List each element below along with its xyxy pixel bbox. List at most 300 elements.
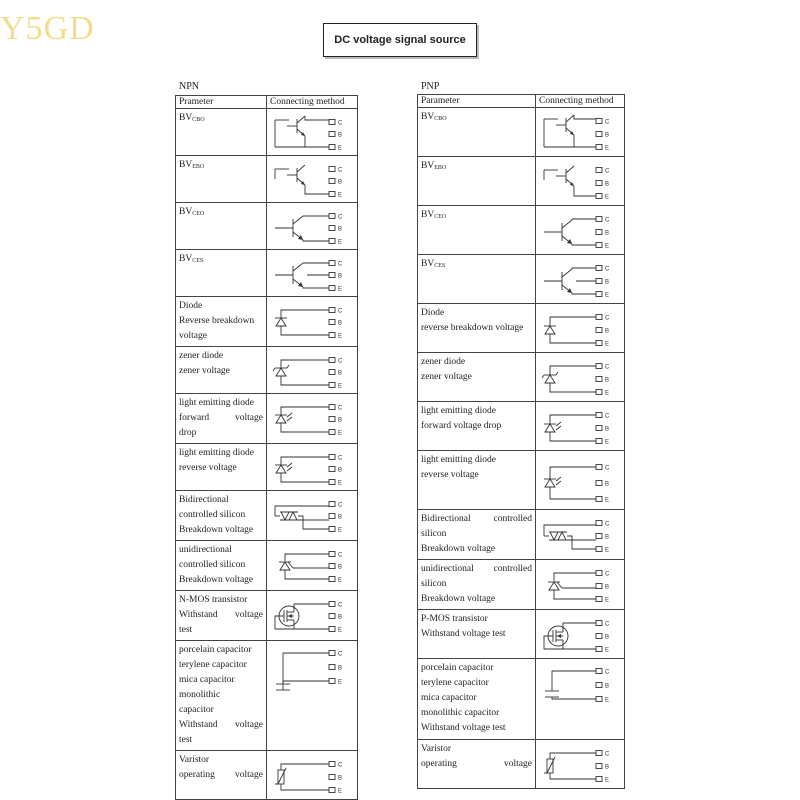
pnp-connecting-cell bbox=[536, 451, 625, 510]
npn-row bbox=[176, 641, 358, 751]
parameter-text-line: silicon bbox=[421, 529, 447, 539]
terminal-b-box bbox=[329, 273, 335, 278]
terminal-c-label: C bbox=[605, 571, 610, 578]
terminal-c-label: C bbox=[338, 261, 343, 268]
terminal-c-label: C bbox=[338, 455, 343, 462]
terminal-e-box bbox=[596, 777, 602, 782]
terminal-b-label: B bbox=[338, 665, 343, 672]
pnp-parameter-cell bbox=[418, 353, 536, 402]
terminal-e-label: E bbox=[605, 292, 610, 299]
schematic-diagram bbox=[267, 203, 357, 249]
npn-header-row bbox=[176, 96, 358, 109]
terminal-c-label: C bbox=[338, 214, 343, 221]
npn-row bbox=[176, 751, 358, 800]
parameter-text-line: light emitting diode bbox=[179, 448, 254, 458]
terminal-c-label: C bbox=[338, 602, 343, 609]
terminal-b-box bbox=[329, 564, 335, 569]
terminal-e-label: E bbox=[338, 480, 343, 487]
parameter-symbol-subscript: CEO bbox=[192, 211, 205, 217]
schematic-diagram bbox=[267, 491, 357, 537]
terminal-c-box bbox=[329, 602, 335, 607]
parameter-symbol-base: BV bbox=[421, 210, 435, 220]
npn-parameter-cell bbox=[176, 491, 267, 541]
parameter-text-line: Breakdown voltage bbox=[179, 525, 254, 535]
pnp-row bbox=[418, 304, 625, 353]
parameter-word: voltage bbox=[235, 610, 263, 620]
parameter-text-line bbox=[179, 608, 263, 623]
pnp-connecting-cell bbox=[536, 402, 625, 451]
terminal-e-box bbox=[329, 527, 335, 532]
parameter-symbol-subscript: CBO bbox=[192, 117, 205, 123]
pnp-parameter-cell bbox=[418, 510, 536, 560]
terminal-e-box bbox=[596, 243, 602, 248]
npn-row bbox=[176, 203, 358, 250]
schematic-diagram bbox=[536, 451, 624, 509]
pnp-parameter-cell bbox=[418, 402, 536, 451]
terminal-c-box bbox=[329, 120, 335, 125]
terminal-e-box bbox=[329, 286, 335, 291]
pnp-row bbox=[418, 560, 625, 610]
terminal-b-label: B bbox=[338, 273, 343, 280]
terminal-c-label: C bbox=[605, 266, 610, 273]
terminal-e-label: E bbox=[605, 145, 610, 152]
npn-parameter-cell bbox=[176, 641, 267, 751]
terminal-c-box bbox=[329, 167, 335, 172]
npn-table bbox=[175, 95, 358, 800]
parameter-symbol bbox=[421, 257, 532, 274]
pnp-connecting-cell bbox=[536, 108, 625, 157]
schematic-diagram bbox=[536, 560, 624, 608]
terminal-e-label: E bbox=[338, 145, 343, 152]
parameter-symbol-base: BV bbox=[421, 161, 435, 171]
parameter-word: voltage bbox=[235, 413, 263, 423]
parameter-symbol bbox=[421, 159, 532, 176]
parameter-symbol bbox=[421, 110, 532, 127]
terminal-e-label: E bbox=[338, 577, 343, 584]
terminal-c-label: C bbox=[605, 413, 610, 420]
parameter-symbol-base: BV bbox=[179, 254, 193, 264]
parameter-text-line: zener diode bbox=[179, 351, 224, 361]
terminal-c-label: C bbox=[338, 308, 343, 315]
terminal-c-box bbox=[596, 413, 602, 418]
terminal-e-label: E bbox=[605, 777, 610, 784]
terminal-c-box bbox=[329, 308, 335, 313]
pnp-parameter-cell bbox=[418, 740, 536, 789]
terminal-c-box bbox=[329, 651, 335, 656]
terminal-b-label: B bbox=[338, 370, 343, 377]
schematic-diagram bbox=[536, 206, 624, 254]
pnp-row bbox=[418, 157, 625, 206]
terminal-b-box bbox=[596, 279, 602, 284]
schematic-diagram bbox=[536, 304, 624, 352]
parameter-text-line: light emitting diode bbox=[179, 398, 254, 408]
parameter-text-line: N-MOS transistor bbox=[179, 595, 248, 605]
terminal-c-box bbox=[329, 261, 335, 266]
parameter-text-line: unidirectional bbox=[179, 545, 232, 555]
parameter-text-line: light emitting diode bbox=[421, 406, 496, 416]
parameter-symbol-subscript: CEO bbox=[434, 214, 447, 220]
parameter-symbol bbox=[179, 111, 263, 128]
npn-connecting-cell bbox=[267, 541, 358, 591]
parameter-text-line: forward voltage drop bbox=[421, 421, 502, 431]
parameter-word: operating bbox=[179, 770, 215, 780]
npn-parameter-cell bbox=[176, 347, 267, 394]
parameter-text-line: reverse voltage bbox=[179, 463, 237, 473]
terminal-b-label: B bbox=[338, 514, 343, 521]
pnp-row bbox=[418, 255, 625, 304]
terminal-c-box bbox=[329, 214, 335, 219]
pnp-row bbox=[418, 740, 625, 789]
terminal-b-box bbox=[596, 426, 602, 431]
terminal-b-label: B bbox=[605, 132, 610, 139]
parameter-word: Withstand bbox=[179, 720, 218, 730]
terminal-b-box bbox=[596, 230, 602, 235]
terminal-e-label: E bbox=[338, 239, 343, 246]
parameter-text-line: controlled silicon bbox=[179, 510, 246, 520]
terminal-e-label: E bbox=[605, 547, 610, 554]
parameter-text-line bbox=[421, 757, 532, 772]
pnp-connecting-cell bbox=[536, 304, 625, 353]
npn-parameter-cell bbox=[176, 591, 267, 641]
terminal-b-box bbox=[596, 634, 602, 639]
npn-row bbox=[176, 250, 358, 297]
parameter-text-line: P-MOS transistor bbox=[421, 614, 488, 624]
terminal-c-box bbox=[596, 364, 602, 369]
pnp-table bbox=[417, 94, 625, 789]
npn-connecting-cell bbox=[267, 491, 358, 541]
parameter-symbol-base: BV bbox=[179, 160, 193, 170]
terminal-b-label: B bbox=[338, 320, 343, 327]
schematic-diagram bbox=[536, 610, 624, 658]
pnp-connecting-cell bbox=[536, 206, 625, 255]
npn-row bbox=[176, 591, 358, 641]
terminal-e-label: E bbox=[605, 597, 610, 604]
parameter-text-line: Breakdown voltage bbox=[179, 575, 254, 585]
terminal-b-box bbox=[596, 683, 602, 688]
npn-parameter-cell bbox=[176, 250, 267, 297]
parameter-word: operating bbox=[421, 759, 457, 769]
npn-connecting-cell bbox=[267, 347, 358, 394]
terminal-e-label: E bbox=[605, 647, 610, 654]
parameter-word: controlled bbox=[493, 564, 532, 574]
parameter-symbol-base: BV bbox=[421, 259, 435, 269]
parameter-text-line: controlled silicon bbox=[179, 560, 246, 570]
terminal-e-box bbox=[329, 627, 335, 632]
parameter-text-line bbox=[421, 562, 532, 577]
terminal-c-box bbox=[596, 669, 602, 674]
pnp-header-connecting: Connecting method bbox=[536, 95, 625, 108]
terminal-c-box bbox=[596, 315, 602, 320]
pnp-row bbox=[418, 353, 625, 402]
terminal-c-box bbox=[329, 762, 335, 767]
terminal-c-label: C bbox=[605, 168, 610, 175]
parameter-text-line: porcelain capacitor bbox=[179, 645, 252, 655]
parameter-text-line: monolithic capacitor bbox=[421, 708, 500, 718]
npn-connecting-cell bbox=[267, 751, 358, 800]
terminal-b-label: B bbox=[338, 614, 343, 621]
parameter-text-line bbox=[179, 718, 263, 733]
terminal-b-box bbox=[596, 764, 602, 769]
terminal-e-label: E bbox=[338, 788, 343, 795]
parameter-symbol bbox=[179, 205, 263, 222]
npn-connecting-cell bbox=[267, 203, 358, 250]
pnp-connecting-cell bbox=[536, 255, 625, 304]
terminal-e-label: E bbox=[338, 192, 343, 199]
pnp-row bbox=[418, 451, 625, 510]
terminal-e-label: E bbox=[605, 697, 610, 704]
parameter-text-line: porcelain capacitor bbox=[421, 663, 494, 673]
parameter-text-line: mica capacitor bbox=[179, 675, 235, 685]
parameter-text-line: zener voltage bbox=[421, 372, 472, 382]
npn-row bbox=[176, 109, 358, 156]
parameter-text-line: test bbox=[179, 735, 193, 745]
parameter-text-line: Bidirectional bbox=[179, 495, 229, 505]
terminal-b-box bbox=[329, 320, 335, 325]
terminal-e-label: E bbox=[338, 430, 343, 437]
parameter-symbol-subscript: CES bbox=[192, 258, 204, 264]
pnp-row bbox=[418, 659, 625, 740]
terminal-b-box bbox=[329, 775, 335, 780]
parameter-symbol bbox=[421, 208, 532, 225]
pnp-row bbox=[418, 206, 625, 255]
pnp-parameter-cell bbox=[418, 560, 536, 610]
terminal-c-label: C bbox=[338, 405, 343, 412]
parameter-text-line: Breakdown voltage bbox=[421, 594, 496, 604]
pnp-connecting-cell bbox=[536, 157, 625, 206]
npn-parameter-cell bbox=[176, 394, 267, 444]
terminal-e-label: E bbox=[605, 243, 610, 250]
terminal-c-box bbox=[596, 168, 602, 173]
terminal-e-label: E bbox=[605, 194, 610, 201]
npn-parameter-cell bbox=[176, 297, 267, 347]
terminal-c-box bbox=[329, 405, 335, 410]
npn-row bbox=[176, 394, 358, 444]
terminal-b-box bbox=[329, 179, 335, 184]
terminal-e-label: E bbox=[338, 383, 343, 390]
terminal-e-box bbox=[329, 430, 335, 435]
parameter-text-line: reverse voltage bbox=[421, 470, 479, 480]
parameter-symbol-subscript: EBO bbox=[434, 165, 447, 171]
terminal-c-label: C bbox=[338, 502, 343, 509]
pnp-row bbox=[418, 402, 625, 451]
terminal-e-label: E bbox=[338, 679, 343, 686]
terminal-b-box bbox=[329, 514, 335, 519]
parameter-text-line: light emitting diode bbox=[421, 455, 496, 465]
pnp-header-row bbox=[418, 95, 625, 108]
parameter-text-line: test bbox=[179, 625, 193, 635]
parameter-text-line: voltage bbox=[179, 331, 207, 341]
pnp-parameter-cell bbox=[418, 157, 536, 206]
terminal-b-label: B bbox=[338, 226, 343, 233]
schematic-diagram bbox=[267, 641, 357, 747]
parameter-symbol-base: BV bbox=[179, 207, 193, 217]
terminal-e-box bbox=[329, 679, 335, 684]
npn-row bbox=[176, 541, 358, 591]
terminal-b-label: B bbox=[605, 584, 610, 591]
terminal-b-box bbox=[329, 226, 335, 231]
terminal-c-label: C bbox=[605, 621, 610, 628]
terminal-e-box bbox=[329, 145, 335, 150]
terminal-c-label: C bbox=[605, 465, 610, 472]
terminal-b-box bbox=[329, 370, 335, 375]
schematic-diagram bbox=[536, 353, 624, 401]
schematic-diagram bbox=[267, 297, 357, 343]
terminal-b-label: B bbox=[605, 181, 610, 188]
terminal-b-label: B bbox=[605, 377, 610, 384]
terminal-b-box bbox=[596, 377, 602, 382]
schematic-diagram bbox=[536, 402, 624, 450]
terminal-e-box bbox=[329, 333, 335, 338]
terminal-c-box bbox=[329, 455, 335, 460]
terminal-b-label: B bbox=[338, 417, 343, 424]
terminal-e-box bbox=[596, 194, 602, 199]
npn-connecting-cell bbox=[267, 394, 358, 444]
parameter-word: voltage bbox=[235, 770, 263, 780]
terminal-c-box bbox=[596, 217, 602, 222]
npn-row bbox=[176, 491, 358, 541]
terminal-e-box bbox=[329, 239, 335, 244]
terminal-b-box bbox=[596, 534, 602, 539]
terminal-b-box bbox=[596, 481, 602, 486]
terminal-b-label: B bbox=[605, 426, 610, 433]
terminal-b-box bbox=[596, 181, 602, 186]
terminal-c-box bbox=[596, 571, 602, 576]
parameter-text-line: Varistor bbox=[421, 744, 452, 754]
terminal-b-label: B bbox=[605, 634, 610, 641]
parameter-symbol-subscript: CES bbox=[434, 263, 446, 269]
terminal-e-label: E bbox=[605, 390, 610, 397]
pnp-connecting-cell bbox=[536, 659, 625, 740]
terminal-e-label: E bbox=[605, 439, 610, 446]
terminal-e-box bbox=[596, 597, 602, 602]
terminal-e-label: E bbox=[338, 627, 343, 634]
parameter-symbol-base: BV bbox=[421, 112, 435, 122]
schematic-diagram bbox=[267, 394, 357, 440]
pnp-row bbox=[418, 108, 625, 157]
npn-connecting-cell bbox=[267, 297, 358, 347]
schematic-diagram bbox=[536, 157, 624, 205]
terminal-b-box bbox=[329, 132, 335, 137]
terminal-c-label: C bbox=[605, 119, 610, 126]
parameter-text-line: Breakdown voltage bbox=[421, 544, 496, 554]
npn-connecting-cell bbox=[267, 591, 358, 641]
parameter-word: voltage bbox=[504, 759, 532, 769]
terminal-c-label: C bbox=[605, 751, 610, 758]
terminal-c-label: C bbox=[338, 120, 343, 127]
pnp-label: PNP bbox=[421, 81, 440, 92]
terminal-e-label: E bbox=[605, 497, 610, 504]
terminal-c-label: C bbox=[338, 358, 343, 365]
npn-connecting-cell bbox=[267, 156, 358, 203]
parameter-text-line: reverse breakdown voltage bbox=[421, 323, 524, 333]
terminal-c-label: C bbox=[338, 167, 343, 174]
terminal-e-box bbox=[329, 577, 335, 582]
terminal-b-label: B bbox=[605, 279, 610, 286]
parameter-text-line: Reverse breakdown bbox=[179, 316, 255, 326]
terminal-c-box bbox=[596, 119, 602, 124]
pnp-connecting-cell bbox=[536, 353, 625, 402]
npn-connecting-cell bbox=[267, 641, 358, 751]
terminal-e-box bbox=[596, 341, 602, 346]
pnp-parameter-cell bbox=[418, 255, 536, 304]
terminal-c-label: C bbox=[605, 669, 610, 676]
terminal-c-label: C bbox=[605, 315, 610, 322]
npn-row bbox=[176, 297, 358, 347]
pnp-connecting-cell bbox=[536, 740, 625, 789]
terminal-c-label: C bbox=[605, 217, 610, 224]
terminal-e-box bbox=[596, 292, 602, 297]
terminal-c-box bbox=[329, 502, 335, 507]
pnp-connecting-cell bbox=[536, 510, 625, 560]
pnp-parameter-cell bbox=[418, 610, 536, 659]
pnp-row bbox=[418, 510, 625, 560]
schematic-diagram bbox=[536, 659, 624, 739]
npn-connecting-cell bbox=[267, 109, 358, 156]
terminal-e-box bbox=[596, 497, 602, 502]
parameter-word: forward bbox=[179, 413, 210, 423]
npn-header-parameter: Prameter bbox=[176, 96, 267, 109]
parameter-text-line: drop bbox=[179, 428, 197, 438]
pnp-header-parameter: Parameter bbox=[418, 95, 536, 108]
npn-row bbox=[176, 444, 358, 491]
terminal-b-label: B bbox=[605, 230, 610, 237]
npn-connecting-cell bbox=[267, 250, 358, 297]
parameter-word: unidirectional bbox=[421, 564, 474, 574]
terminal-c-box bbox=[596, 621, 602, 626]
parameter-text-line: capacitor bbox=[179, 705, 214, 715]
terminal-b-label: B bbox=[605, 764, 610, 771]
terminal-c-box bbox=[596, 521, 602, 526]
npn-row bbox=[176, 347, 358, 394]
watermark: Y5GD bbox=[0, 10, 95, 47]
parameter-text-line: zener diode bbox=[421, 357, 466, 367]
terminal-c-box bbox=[596, 465, 602, 470]
parameter-text-line: zener voltage bbox=[179, 366, 230, 376]
parameter-text-line: mica capacitor bbox=[421, 693, 477, 703]
terminal-e-box bbox=[596, 439, 602, 444]
parameter-word: Bidirectional bbox=[421, 514, 471, 524]
parameter-word: voltage bbox=[235, 720, 263, 730]
parameter-text-line: silicon bbox=[421, 579, 447, 589]
terminal-e-box bbox=[329, 383, 335, 388]
parameter-word: controlled bbox=[493, 514, 532, 524]
terminal-c-label: C bbox=[605, 364, 610, 371]
terminal-b-label: B bbox=[605, 534, 610, 541]
parameter-symbol bbox=[179, 252, 263, 269]
terminal-e-label: E bbox=[338, 333, 343, 340]
schematic-diagram bbox=[267, 444, 357, 490]
parameter-text-line: monolithic bbox=[179, 690, 221, 700]
parameter-symbol bbox=[179, 158, 263, 175]
schematic-diagram bbox=[267, 541, 357, 587]
terminal-b-label: B bbox=[338, 564, 343, 571]
pnp-parameter-cell bbox=[418, 304, 536, 353]
schematic-diagram bbox=[267, 109, 357, 155]
npn-parameter-cell bbox=[176, 444, 267, 491]
pnp-parameter-cell bbox=[418, 659, 536, 740]
terminal-c-label: C bbox=[338, 762, 343, 769]
terminal-e-box bbox=[329, 480, 335, 485]
parameter-word: Withstand bbox=[179, 610, 218, 620]
parameter-symbol-base: BV bbox=[179, 113, 193, 123]
terminal-b-box bbox=[329, 417, 335, 422]
terminal-e-box bbox=[329, 788, 335, 793]
terminal-b-label: B bbox=[605, 328, 610, 335]
terminal-b-label: B bbox=[338, 179, 343, 186]
terminal-b-label: B bbox=[338, 775, 343, 782]
terminal-b-box bbox=[596, 132, 602, 137]
pnp-row bbox=[418, 610, 625, 659]
